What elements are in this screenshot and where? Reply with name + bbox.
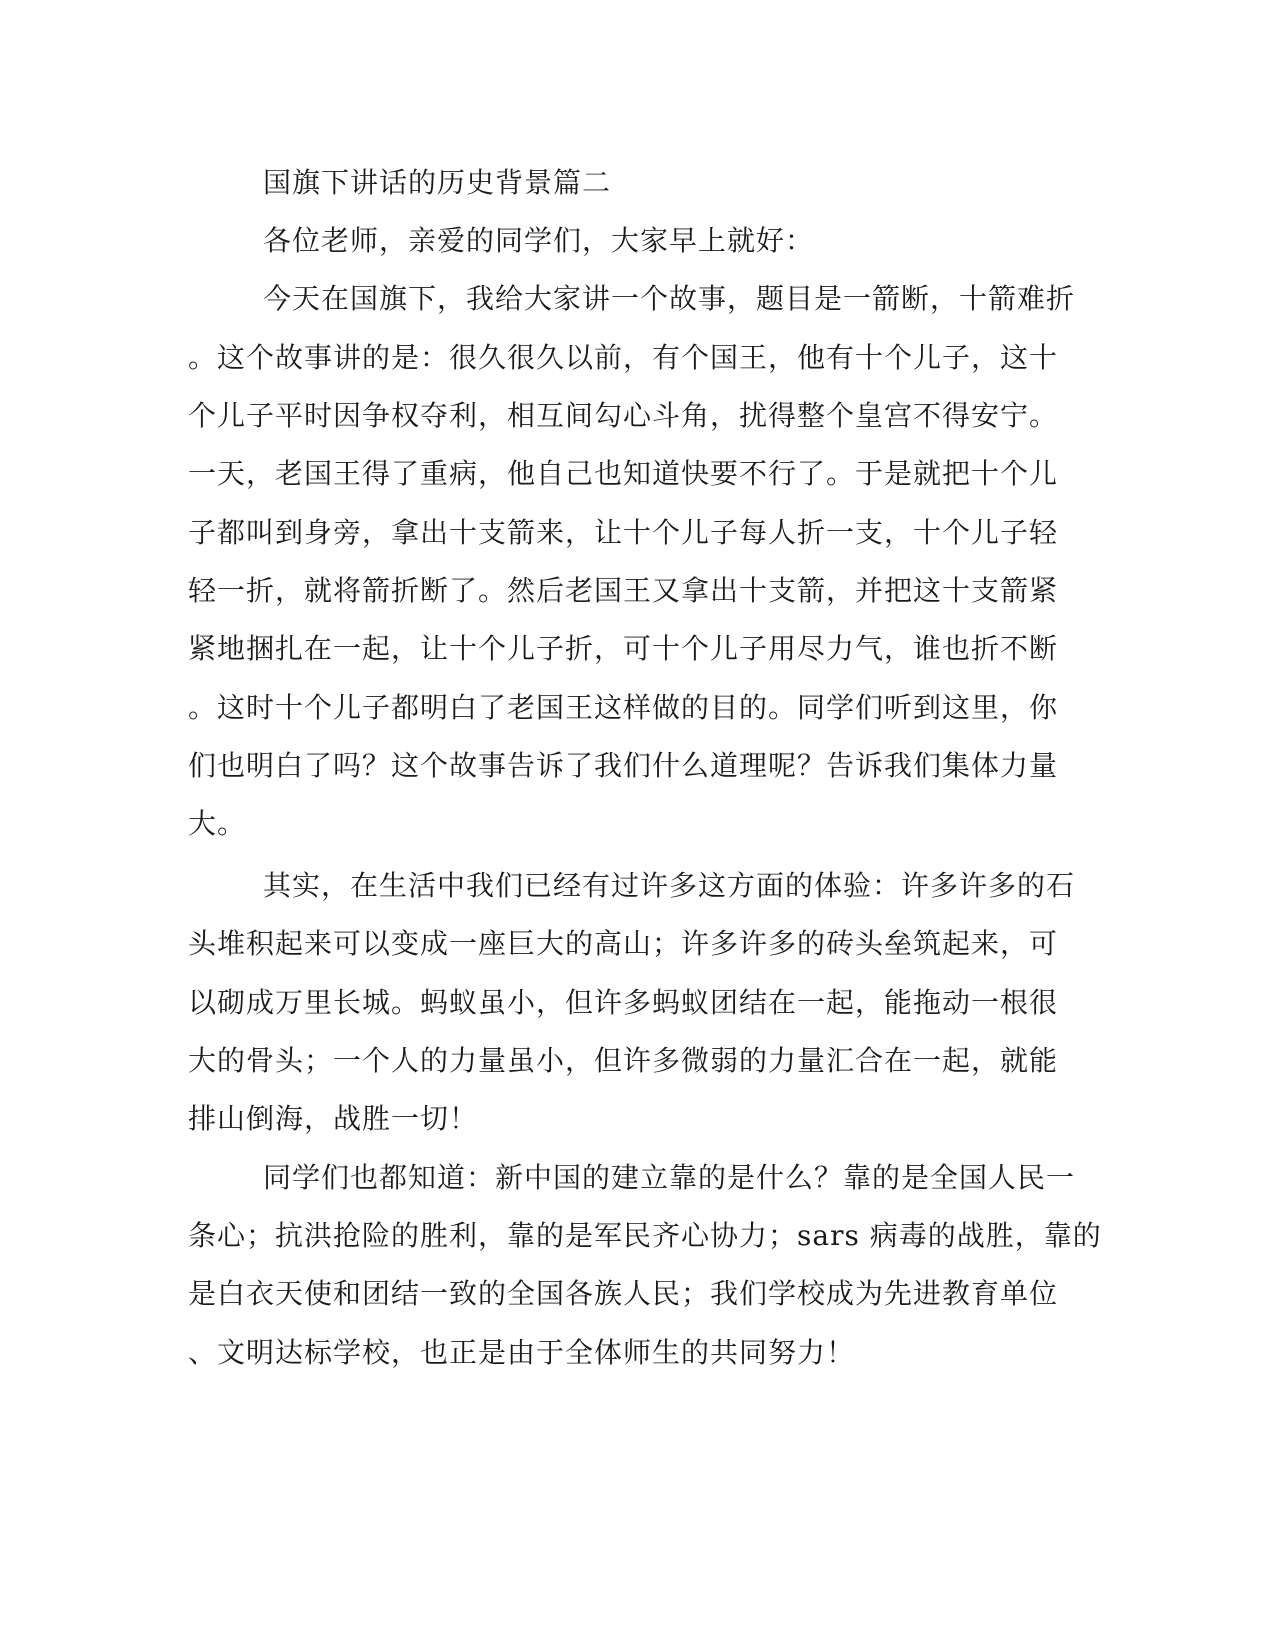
paragraph-line: 今天在国旗下，我给大家讲一个故事，题目是一箭断，十箭难折 — [263, 282, 1076, 315]
paragraph-line: 条心；抗洪抢险的胜利，靠的是军民齐心协力；sars 病毒的战胜，靠的 — [188, 1219, 1102, 1252]
paragraph-line: 大的骨头；一个人的力量虽小，但许多微弱的力量汇合在一起，就能 — [188, 1044, 1059, 1077]
paragraph-line: 排山倒海，战胜一切！ — [188, 1102, 479, 1135]
paragraph-line: 个儿子平时因争权夺利，相互间勾心斗角，扰得整个皇宫不得安宁。 — [188, 399, 1059, 432]
paragraph-line: 同学们也都知道：新中国的建立靠的是什么？靠的是全国人民一 — [263, 1161, 1076, 1194]
paragraph-line: 其实，在生活中我们已经有过许多这方面的体验：许多许多的石 — [263, 869, 1076, 902]
paragraph-line: 是白衣天使和团结一致的全国各族人民；我们学校成为先进教育单位 — [188, 1277, 1059, 1310]
paragraph-line: 大。 — [188, 807, 247, 840]
paragraph-line: 们也明白了吗？这个故事告诉了我们什么道理呢？告诉我们集体力量 — [188, 749, 1059, 782]
paragraph-line: 轻一折，就将箭折断了。然后老国王又拿出十支箭，并把这十支箭紧 — [188, 574, 1059, 607]
greeting-line: 各位老师，亲爱的同学们，大家早上就好： — [263, 224, 815, 257]
paragraph-line: 、文明达标学校，也正是由于全体师生的共同努力！ — [188, 1336, 856, 1369]
paragraph-line: 头堆积起来可以变成一座巨大的高山；许多许多的砖头垒筑起来，可 — [188, 927, 1059, 960]
paragraph-line: 一天，老国王得了重病，他自己也知道快要不行了。于是就把十个儿 — [188, 457, 1059, 490]
paragraph-line: 紧地捆扎在一起，让十个儿子折，可十个儿子用尽力气，谁也折不断 — [188, 632, 1059, 665]
document-title: 国旗下讲话的历史背景篇二 — [263, 166, 612, 199]
paragraph-line: 子都叫到身旁，拿出十支箭来，让十个儿子每人折一支，十个儿子轻 — [188, 516, 1059, 549]
paragraph-line: 。这时十个儿子都明白了老国王这样做的目的。同学们听到这里，你 — [188, 691, 1059, 724]
paragraph-line: 。这个故事讲的是：很久很久以前，有个国王，他有十个儿子，这十 — [188, 341, 1059, 374]
paragraph-line: 以砌成万里长城。蚂蚁虽小，但许多蚂蚁团结在一起，能拖动一根很 — [188, 986, 1059, 1019]
